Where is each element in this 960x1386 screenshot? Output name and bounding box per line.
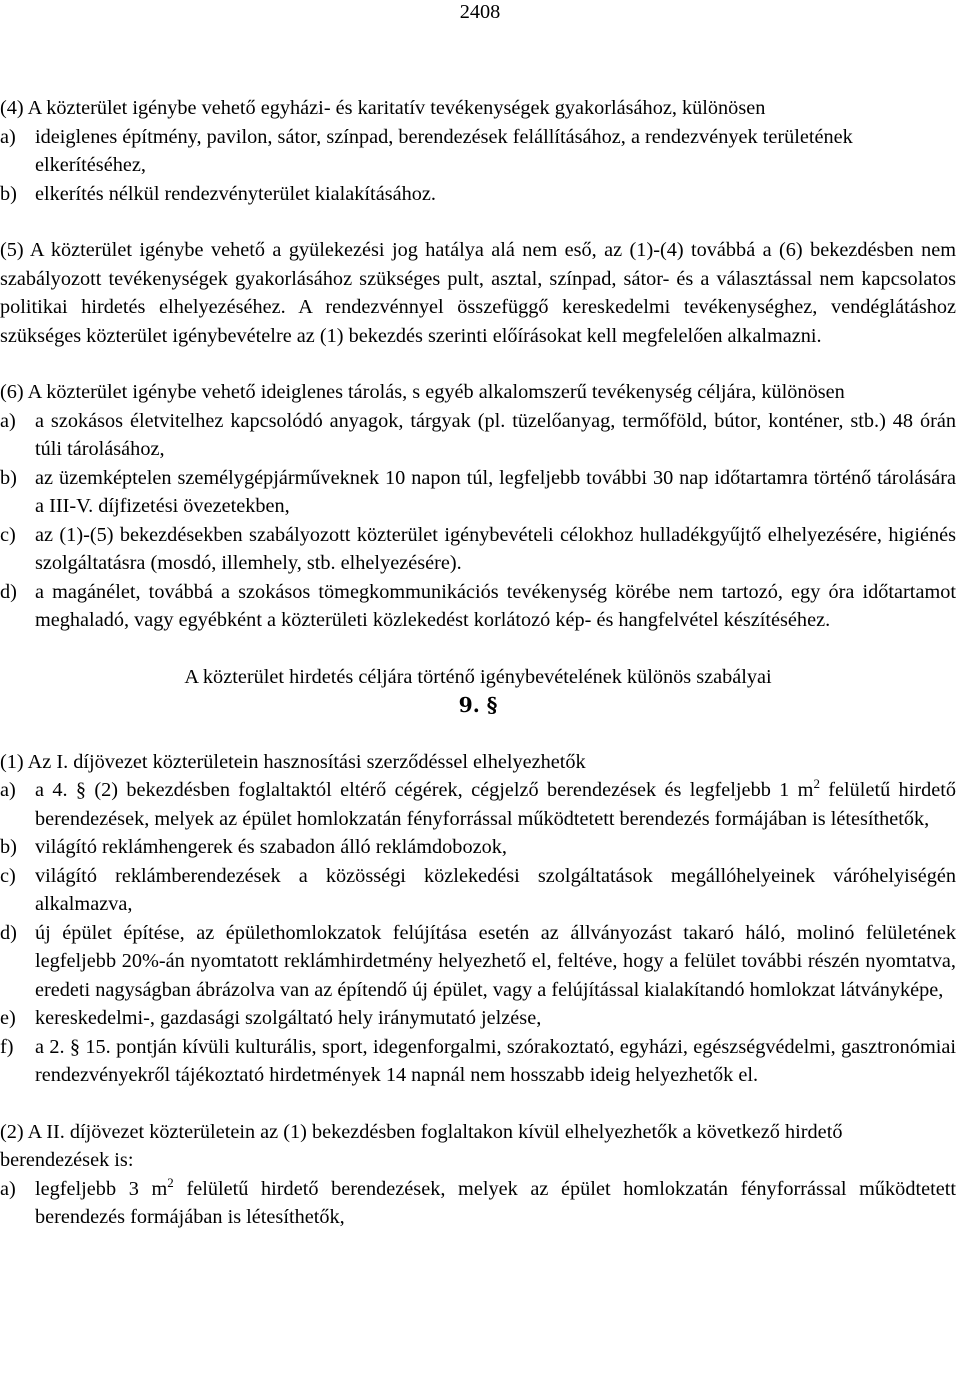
item-text: a magánélet, továbbá a szokásos tömegkommunikációs tevékenység körébe nem tartozó, egy óra időtartamot meghaladó, vagy egyébként a közterületi közlekedést korlátozó kép- és hangfelvétel készítéséhez. xyxy=(35,580,956,631)
item-label: d) xyxy=(0,580,17,603)
item-label: b) xyxy=(0,836,17,858)
item-text: az (1)-(5) bekezdésekben szabályozott közterület igénybevételi célokhoz hulladékgyűjtő elhelyezésére, higiénés szolgáltatásra (mosdó, illemhely, stb. elhelyezésére). xyxy=(35,523,956,574)
item-text: új épület építése, az épülethomlokzatok felújítása esetén az állványozást takaró háló, molinó felületének legfeljebb 20%-án nyomtatott reklámhirdetmény helyezhető el, feltéve, hogy a felület további részén nyomtatva, eredeti nagyságban ábrázolva van az építendő új épület, vagy a felújítással kialakítandó homlokzat látványképe, xyxy=(35,921,956,1001)
item-text xyxy=(35,1175,956,1232)
spacer xyxy=(0,720,956,748)
document-body xyxy=(0,94,956,1232)
paragraph-9-2-intro: (2) A II. díjövezet közterületein az (1) bekezdésben foglaltakon kívül elhelyezhetők a következő hirdető berendezések is: xyxy=(0,1120,843,1171)
item-text xyxy=(35,776,956,833)
item-label: c) xyxy=(0,864,16,887)
spacer xyxy=(0,350,956,378)
item-text: kereskedelmi-, gazdasági szolgáltató hely iránymutató jelzése, xyxy=(35,1007,542,1029)
paragraph-6-item xyxy=(0,407,956,464)
item-text: elkerítés nélkül rendezvényterület kialakításához. xyxy=(35,182,436,205)
item-text: a 2. § 15. pontján kívüli kulturális, sport, idegenforgalmi, szórakoztató, egyházi, egészségvédelmi, gasztronómiai rendezvényekről tájékoztató hirdetmények 14 napnál nem hosszabb ideig helyezhetők el. xyxy=(35,1035,956,1086)
section-heading: A közterület hirdetés céljára történő igénybevételének különös szabályai xyxy=(184,665,772,688)
paragraph-9-1-item-a xyxy=(0,776,956,833)
item-label: a) xyxy=(0,1177,16,1200)
spacer xyxy=(0,1090,956,1118)
item-text: világító reklámberendezések a közösségi közlekedési szolgáltatások megállóhelyeinek váróhelyiségén alkalmazva, xyxy=(35,864,956,915)
paragraph-4-item-a xyxy=(0,123,956,180)
item-label: a) xyxy=(0,125,16,148)
spacer xyxy=(0,635,956,663)
paragraph-9-1-item xyxy=(0,833,956,862)
paragraph-4-item-b xyxy=(0,180,956,209)
superscript: 2 xyxy=(813,776,820,792)
item-text: az üzemképtelen személygépjárműveknek 10 napon túl, legfeljebb további 30 nap időtartamra történő tárolására a III-V. díjfizetési övezetekben, xyxy=(35,466,956,517)
paragraph-6-item xyxy=(0,578,956,635)
paragraph-9-1-intro: (1) Az I. díjövezet közterületein hasznosítási szerződéssel elhelyezhetők xyxy=(0,750,586,773)
item-text: a szokásos életvitelhez kapcsolódó anyagok, tárgyak (pl. tüzelőanyag, termőföld, bútor, konténer, stb.) 48 órán túli tárolásához, xyxy=(35,409,956,460)
paragraph-6-item xyxy=(0,464,956,521)
spacer xyxy=(0,208,956,236)
paragraph-6-intro: (6) A közterület igénybe vehető ideiglenes tárolás, s egyéb alkalomszerű tevékenység céljára, különösen xyxy=(0,381,845,403)
paragraph-4-intro: (4) A közterület igénybe vehető egyházi- és karitatív tevékenységek gyakorlásához, különösen xyxy=(0,97,766,119)
page-number: 2408 xyxy=(459,1,501,23)
item-label: b) xyxy=(0,466,17,489)
item-label: a) xyxy=(0,409,16,432)
item-label: e) xyxy=(0,1007,16,1029)
item-text-part: a 4. § (2) bekezdésben foglaltaktól eltérő cégérek, cégjelző berendezések és legfeljebb 1 m xyxy=(35,779,814,801)
paragraph-9-1-item xyxy=(0,1033,956,1090)
item-text-part: felületű hirdető berendezések, melyek az épület homlokzatán fényforrással működtetett berendezés formájában is létesíthetők, xyxy=(35,779,957,830)
paragraph-9-2-item-a xyxy=(0,1175,956,1232)
paragraph-9-1-item xyxy=(0,862,956,919)
item-label: d) xyxy=(0,921,17,944)
item-text-part: legfeljebb 3 m xyxy=(35,1177,168,1200)
paragraph-9-1-item xyxy=(0,919,956,1005)
paragraph-5: (5) A közterület igénybe vehető a gyülekezési jog hatálya alá nem eső, az (1)-(4) továbbá a (6) bekezdésben nem szabályozott tevékenységek gyakorlásához szükséges pult, asztal, színpad, sátor- és a választással nem kapcsolatos politikai hirdetés elhelyezéséhez. A rendezvénnyel összefüggő kereskedelmi tevékenységhez, vendéglátáshoz szükséges közterület igénybevételre az (1) bekezdés szerinti előírásokat kell megfelelően alkalmazni. xyxy=(0,239,956,347)
item-label: a) xyxy=(0,779,16,801)
item-text: világító reklámhengerek és szabadon álló reklámdobozok, xyxy=(35,836,507,858)
superscript: 2 xyxy=(167,1174,174,1190)
item-label: b) xyxy=(0,182,17,205)
paragraph-9-1-item xyxy=(0,1004,956,1033)
item-label: f) xyxy=(0,1035,14,1058)
item-text-part: felületű hirdető berendezések, melyek az épület homlokzatán fényforrással működtetett berendezés formájában is létesíthetők, xyxy=(35,1177,956,1228)
section-number: 9. § xyxy=(458,693,498,717)
item-text: ideiglenes építmény, pavilon, sátor, színpad, berendezések felállításához, a rendezvények területének elkerítéséhez, xyxy=(35,125,853,176)
item-label: c) xyxy=(0,523,16,546)
paragraph-6-item xyxy=(0,521,956,578)
